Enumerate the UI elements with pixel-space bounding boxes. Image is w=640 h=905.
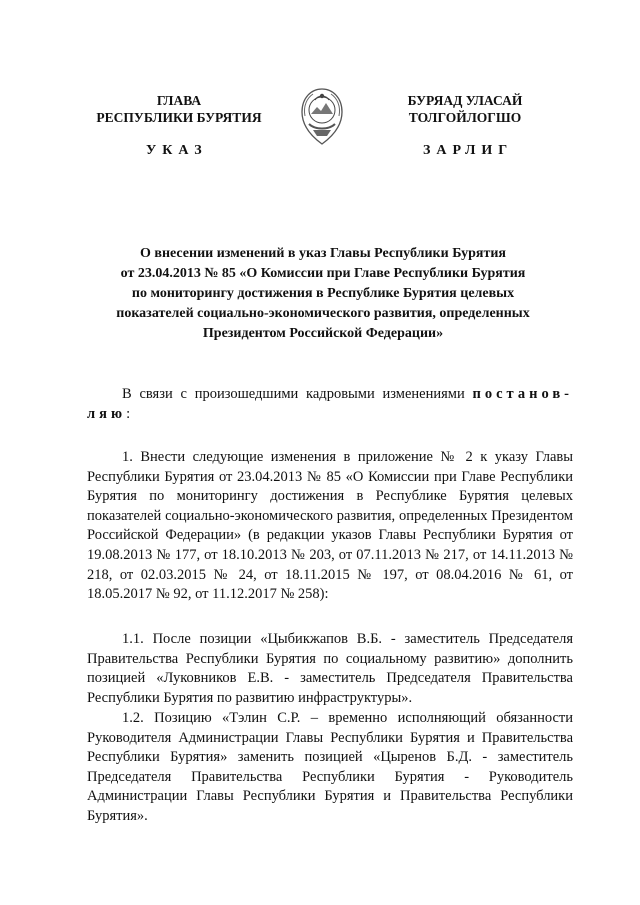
preamble-emphasis-2: ляю — [87, 405, 127, 422]
header-left-line1: ГЛАВА — [156, 93, 202, 108]
paragraph-1-1 — [87, 630, 573, 708]
doc-type-ukaz: УКАЗ — [146, 143, 208, 158]
paragraph-1 — [87, 448, 573, 605]
paragraph-1-2 — [87, 709, 573, 827]
preamble — [87, 385, 573, 424]
title-line: по мониторингу достижения в Республике Бурятия целевых — [131, 286, 515, 301]
header-right-line1: БУРЯАД УЛАСАЙ — [407, 93, 523, 108]
preamble-text: В связи с произошедшими кадровыми изменениями — [122, 386, 465, 402]
doc-type-zarlig: ЗАРЛИГ — [423, 143, 514, 158]
paragraph-1-1-text: 1.1. После позиции «Цыбикжапов В.Б. - заместитель Председателя Правительства Республики Бурятия по социальному развитию» дополнить позицией «Луковников Е.В. - заместитель Председателя Правительства Республики Бурятия по развитию инфраструктуры». — [87, 631, 573, 706]
preamble-emphasis-1: постанов- — [472, 386, 574, 402]
buryatia-coat-of-arms-icon — [297, 86, 347, 148]
preamble-colon: : — [126, 405, 131, 422]
paragraph-1-text: 1. Внести следующие изменения в приложение № 2 к указу Главы Республики Бурятия от 23.04.2013 № 85 «О Комиссии при Главе Республики Бурятия по мониторингу достижения в Республике Бурятия целевых показателей социально-экономического развития, определенных Президентом Российской Федерации» (в редакции указов Главы Республики Бурятия от 19.08.2013 № 177, от 18.10.2013 № 203, от 07.11.2013 № 217, от 14.11.2013 № 218, от 02.03.2015 № 24, от 18.11.2015 № 197, от 08.04.2016 № 61, от 18.05.2017 № 92, от 11.12.2017 № 258): — [87, 449, 573, 603]
header-right-title — [370, 92, 560, 126]
header-left-line2: РЕСПУБЛИКИ БУРЯТИЯ — [96, 110, 262, 125]
header-right-line2: ТОЛГОЙЛОГШО — [408, 110, 522, 125]
document-title — [78, 244, 568, 344]
title-line: Президентом Российской Федерации» — [202, 326, 444, 341]
title-line: О внесении изменений в указ Главы Республики Бурятия — [140, 246, 506, 261]
title-line: показателей социально-экономического развития, определенных — [116, 306, 530, 321]
title-line: от 23.04.2013 № 85 «О Комиссии при Главе Республики Бурятия — [120, 266, 526, 281]
paragraph-1-2-text: 1.2. Позицию «Тэлин С.Р. – временно исполняющий обязанности Руководителя Администрации Главы Республики Бурятия и Правительства Республики Бурятия» заменить позицией «Цыренов Б.Д. - заместитель Председателя Правительства Республики Бурятия - Руководитель Администрации Главы Республики Бурятия и Правительства Республики Бурятия». — [87, 710, 573, 824]
header-left-title — [84, 92, 274, 126]
